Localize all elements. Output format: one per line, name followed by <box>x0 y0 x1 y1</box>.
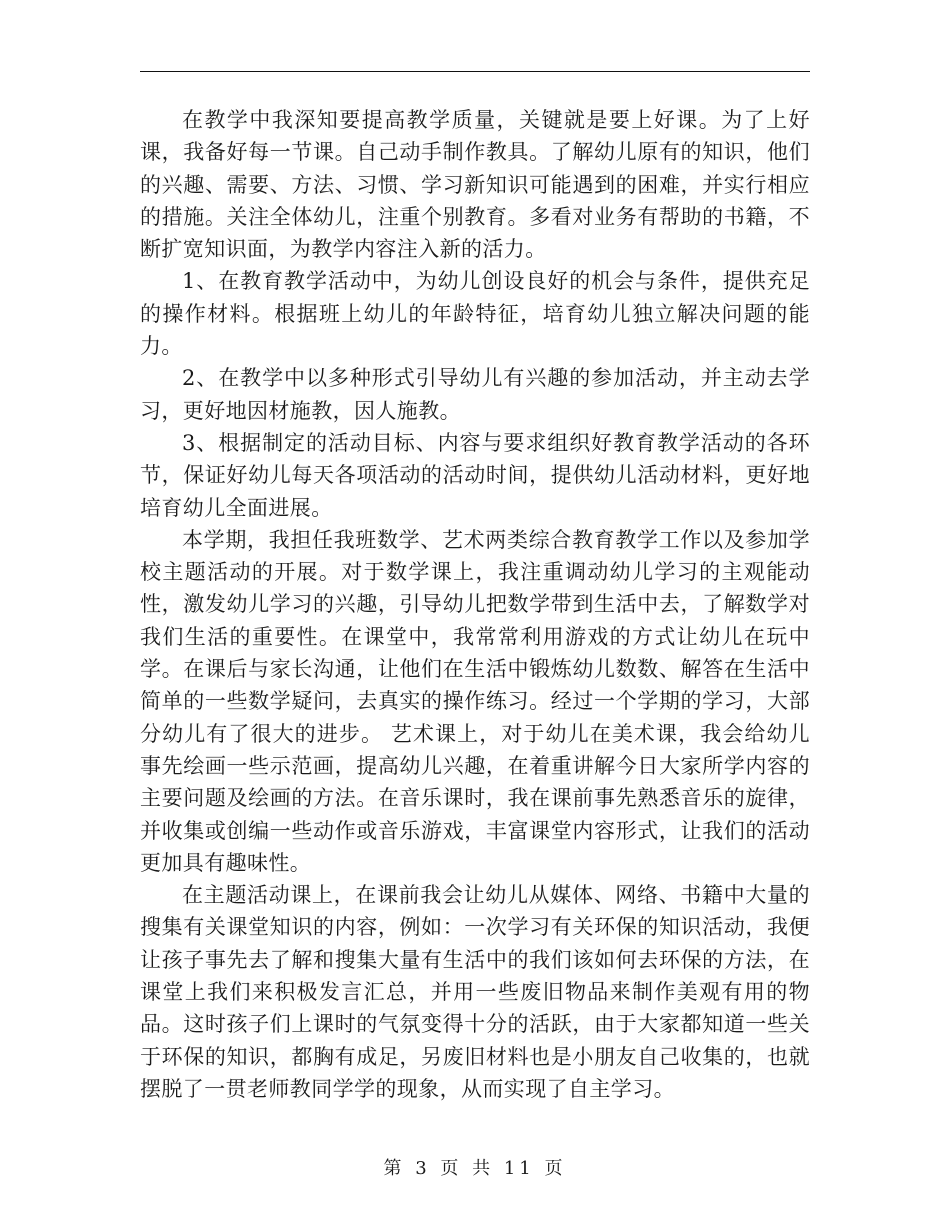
body-text <box>140 104 810 1105</box>
paragraph-semester: 本学期，我担任我班数学、艺术两类综合教育教学工作以及参加学校主题活动的开展。对于数学课上，我注重调动幼儿学习的主观能动性，激发幼儿学习的兴趣，引导幼儿把数学带到生活中去，了解数学对我们生活的重要性。在课堂中，我常常利用游戏的方式让幼儿在玩中学。在课后与家长沟通，让他们在生活中锻炼幼儿数数、解答在生活中简单的一些数学疑问，去真实的操作练习。经过一个学期的学习，大部分幼儿有了很大的进步。 艺术课上，对于幼儿在美术课，我会给幼儿事先绘画一些示范画，提高幼儿兴趣，在着重讲解今日大家所学内容的主要问题及绘画的方法。在音乐课时，我在课前事先熟悉音乐的旋律，并收集或创编一些动作或音乐游戏，丰富课堂内容形式，让我们的活动更加具有趣味性。 <box>140 527 810 875</box>
header-rule <box>140 71 810 72</box>
paragraph-item-3: 3、根据制定的活动目标、内容与要求组织好教育教学活动的各环节，保证好幼儿每天各项活动的活动时间，提供幼儿活动材料，更好地培育幼儿全面进展。 <box>140 430 810 520</box>
page-footer: 第 3 页 共 11 页 <box>383 1158 567 1179</box>
paragraph-item-2: 2、在教学中以多种形式引导幼儿有兴趣的参加活动，并主动去学习，更好地因材施教，因人施教。 <box>140 366 810 423</box>
paragraph-theme-activity: 在主题活动课上，在课前我会让幼儿从媒体、网络、书籍中大量的搜集有关课堂知识的内容，例如：一次学习有关环保的知识活动，我便让孩子事先去了解和搜集大量有生活中的我们该如何去环保的方法，在课堂上我们来积极发言汇总，并用一些废旧物品来制作美观有用的物品。这时孩子们上课时的气氛变得十分的活跃，由于大家都知道一些关于环保的知识，都胸有成足，另废旧材料也是小朋友自己收集的，也就摆脱了一贯老师教同学学的现象，从而实现了自主学习。 <box>140 883 810 1101</box>
paragraph-item-1: 1、在教育教学活动中，为幼儿创设良好的机会与条件，提供充足的操作材料。根据班上幼儿的年龄特征，培育幼儿独立解决问题的能力。 <box>140 269 810 359</box>
paragraph-teaching-quality: 在教学中我深知要提高教学质量，关键就是要上好课。为了上好课，我备好每一节课。自己动手制作教具。了解幼儿原有的知识，他们的兴趣、需要、方法、习惯、学习新知识可能遇到的困难，并实行相应的措施。关注全体幼儿，注重个别教育。多看对业务有帮助的书籍，不断扩宽知识面，为教学内容注入新的活力。 <box>140 108 810 262</box>
